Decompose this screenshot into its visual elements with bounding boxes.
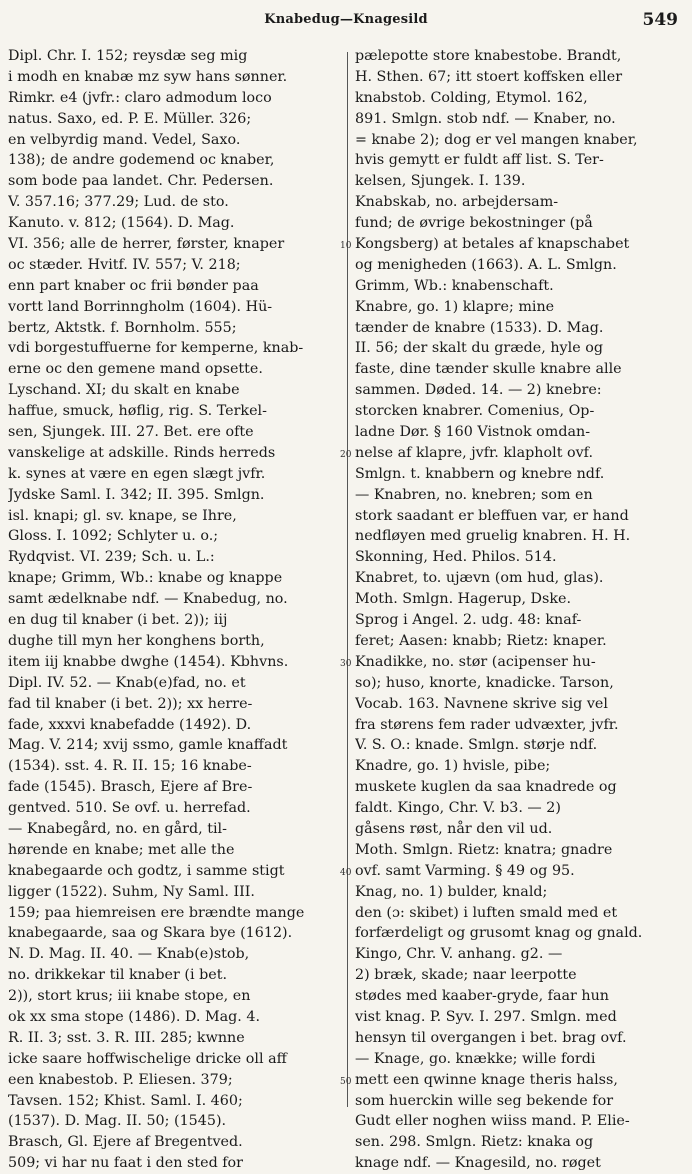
text-line: vist knag. P. Syv. I. 297. Smlgn. med <box>355 1008 617 1025</box>
text-line: Dipl. IV. 52. — Knab(e)fad, no. et <box>8 674 246 691</box>
text-line: hørende en knabe; met alle the <box>8 841 235 858</box>
text-line: knabstob. Colding, Etymol. 162, <box>355 89 588 106</box>
text-line: 2) bræk, skade; naar leerpotte <box>355 967 577 984</box>
text-line: (1534). sst. 4. R. II. 15; 16 knabe- <box>8 758 252 775</box>
text-line: knage ndf. — Knagesild, no. røget <box>355 1155 601 1172</box>
text-line: den (ɔ: skibet) i luften smald med et <box>355 904 618 921</box>
text-line: pælepotte store knabestobe. Brandt, <box>355 48 622 64</box>
page-number: 549 <box>642 10 678 30</box>
text-line: Knabret, to. ujævn (om hud, glas). <box>355 570 604 587</box>
text-line: Gloss. I. 1092; Schlyter u. o.; <box>8 528 219 545</box>
text-line: gentved. 510. Se ovf. u. herrefad. <box>8 800 251 817</box>
text-line: stødes med kaaber-gryde, faar hun <box>355 988 609 1005</box>
text-line: 159; paa hiemreisen ere brændte mange <box>8 904 305 921</box>
right-column <box>355 46 688 1174</box>
text-line: kelsen, Sjungek. I. 139. <box>355 173 526 190</box>
text-line: Kongsberg) at betales af knapschabet <box>355 236 630 253</box>
text-line: icke saare hoffwischelige dricke oll aff <box>8 1050 287 1067</box>
text-line: V. S. O.: knade. Smlgn. størje ndf. <box>355 737 598 754</box>
text-line: Brasch, Gl. Ejere af Bregentved. <box>8 1134 243 1151</box>
text-line: — Knabegård, no. en gård, til- <box>8 820 227 837</box>
page-header <box>0 8 692 38</box>
text-line: (1537). D. Mag. II. 50; (1545). <box>8 1113 227 1130</box>
line-number: 30 <box>340 659 352 670</box>
text-line: vanskelige at adskille. Rinds herreds <box>8 444 276 461</box>
text-line: ovf. samt Varming. § 49 og 95. <box>355 862 575 879</box>
text-line: Dipl. Chr. I. 152; reysdæ seg mig <box>8 48 248 64</box>
text-line: fund; de øvrige bekostninger (på <box>355 215 593 232</box>
text-line: fade, xxxvi knabefadde (1492). D. <box>8 716 252 733</box>
text-line: faldt. Kingo, Chr. V. b3. — 2) <box>355 800 561 817</box>
text-line: hensyn til overgangen i bet. brag ovf. <box>355 1029 627 1046</box>
text-line: N. D. Mag. II. 40. — Knab(e)stob, <box>8 946 250 963</box>
running-title: Knabedug—Knagesild <box>264 12 428 27</box>
text-line: 138); de andre godemend oc knaber, <box>8 152 275 169</box>
text-line: sen. 298. Smlgn. Rietz: knaka og <box>355 1134 594 1151</box>
text-line: V. 357.16; 377.29; Lud. de sto. <box>8 194 229 211</box>
text-line: Knag, no. 1) bulder, knald; <box>355 883 548 900</box>
text-line: Jydske Saml. I. 342; II. 395. Smlgn. <box>8 486 265 503</box>
text-line: mett een qwinne knage theris halss, <box>355 1071 618 1088</box>
text-line: no. drikkekar til knaber (i bet. <box>8 967 227 984</box>
text-line: forfærdeligt og grusomt knag og gnald. <box>355 925 643 942</box>
text-line: Vocab. 163. Navnene skrive sig vel <box>355 695 608 712</box>
text-line: knape; Grimm, Wb.: knabe og knappe <box>8 570 283 587</box>
text-line: Mag. V. 214; xvij ssmo, gamle knaffadt <box>8 737 288 754</box>
text-line: som bode paa landet. Chr. Pedersen. <box>8 173 274 190</box>
text-line: VI. 356; alle de herrer, førster, knaper <box>8 236 285 253</box>
line-number: 50 <box>340 1077 352 1088</box>
text-line: gåsens røst, når den vil ud. <box>355 820 553 837</box>
text-line: Rydqvist. VI. 239; Sch. u. L.: <box>8 549 215 566</box>
text-line: 2)), stort krus; iii knabe stope, en <box>8 988 251 1005</box>
text-line: R. II. 3; sst. 3. R. III. 285; kwnne <box>8 1029 245 1046</box>
text-line: oc stæder. Hvitf. IV. 557; V. 218; <box>8 256 241 273</box>
text-line: stork saadant er bleffuen var, er hand <box>355 507 629 524</box>
text-line: nedfløyen med gruelig knabren. H. H. <box>355 528 631 545</box>
text-line: Moth. Smlgn. Hagerup, Dske. <box>355 591 572 608</box>
text-line: ok xx sma stope (1486). D. Mag. 4. <box>8 1008 261 1025</box>
text-line: erne oc den gemene mand opsette. <box>8 361 263 378</box>
text-line: Gudt eller noghen wiiss mand. P. Elie- <box>355 1113 630 1130</box>
text-line: muskete kuglen da saa knadrede og <box>355 779 617 796</box>
text-line: — Knabren, no. knebren; som en <box>355 486 593 503</box>
text-line: tænder de knabre (1533). D. Mag. <box>355 319 604 336</box>
text-line: Skonning, Hed. Philos. 514. <box>355 549 557 566</box>
text-line: som huerckin wille seg bekende for <box>355 1092 614 1109</box>
text-line: — Knage, go. knække; wille fordi <box>355 1050 596 1067</box>
text-line: vortt land Borrinngholm (1604). Hü- <box>8 298 273 315</box>
column-divider <box>347 52 348 1107</box>
text-line: feret; Aasen: knabb; Rietz: knaper. <box>355 632 607 649</box>
text-line: dughe till myn her konghens borth, <box>8 632 265 649</box>
text-line: samt ædelknabe ndf. — Knabedug, no. <box>8 591 288 608</box>
text-line: en velbyrdig mand. Vedel, Saxo. <box>8 131 241 148</box>
text-line: Moth. Smlgn. Rietz: knatra; gnadre <box>355 841 613 858</box>
text-line: natus. Saxo, ed. P. E. Müller. 326; <box>8 110 252 127</box>
text-line: enn part knaber oc frii bønder paa <box>8 277 259 294</box>
text-line: II. 56; der skalt du græde, hyle og <box>355 340 603 357</box>
text-line: en dug til knaber (i bet. 2)); iij <box>8 612 228 629</box>
text-line: = knabe 2); dog er vel mangen knaber, <box>355 131 638 148</box>
text-line: 509; vi har nu faat i den sted for <box>8 1155 243 1172</box>
text-line: Lyschand. XI; du skalt en knabe <box>8 382 240 399</box>
text-line: item iij knabbe dwghe (1454). Kbhvns. <box>8 653 289 670</box>
text-line: knabegaarde, saa og Skara bye (1612). <box>8 925 293 942</box>
text-line: isl. knapi; gl. sv. knape, se Ihre, <box>8 507 237 524</box>
text-line: haffue, smuck, høflig, rig. S. Terkel- <box>8 403 267 420</box>
text-line: Tavsen. 152; Khist. Saml. I. 460; <box>8 1092 243 1109</box>
line-number: 20 <box>340 450 352 461</box>
text-line: Knabre, go. 1) klapre; mine <box>355 298 555 315</box>
text-line: ligger (1522). Suhm, Ny Saml. III. <box>8 883 255 900</box>
text-line: 891. Smlgn. stob ndf. — Knaber, no. <box>355 110 616 127</box>
text-line: storcken knabrer. Comenius, Op- <box>355 403 595 420</box>
text-line: Sprog i Angel. 2. udg. 48: knaf- <box>355 612 582 629</box>
text-line: fade (1545). Brasch, Ejere af Bre- <box>8 779 253 796</box>
text-line: H. Sthen. 67; itt stoert koffsken eller <box>355 68 623 85</box>
text-line: k. synes at være en egen slægt jvfr. <box>8 465 266 482</box>
text-line: Smlgn. t. knabbern og knebre ndf. <box>355 465 605 482</box>
line-number: 10 <box>340 241 352 252</box>
text-line: een knabestob. P. Eliesen. 379; <box>8 1071 233 1088</box>
text-line: Grimm, Wb.: knabenschaft. <box>355 277 554 294</box>
text-line: Kingo, Chr. V. anhang. g2. — <box>355 946 563 963</box>
text-line: Knadre, go. 1) hvisle, pibe; <box>355 758 551 775</box>
text-line: Knabskab, no. arbejdersam- <box>355 194 559 211</box>
text-line: so); huso, knorte, knadicke. Tarson, <box>355 674 614 691</box>
text-line: Rimkr. e4 (jvfr.: claro admodum loco <box>8 89 272 106</box>
text-line: fad til knaber (i bet. 2)); xx herre- <box>8 695 253 712</box>
line-number: 40 <box>340 868 352 879</box>
left-column <box>8 46 344 1174</box>
text-line: Knadikke, no. stør (acipenser hu- <box>355 653 596 670</box>
text-line: og menigheden (1663). A. L. Smlgn. <box>355 256 617 273</box>
text-line: nelse af klapre, jvfr. klapholt ovf. <box>355 444 593 461</box>
text-line: bertz, Aktstk. f. Bornholm. 555; <box>8 319 237 336</box>
text-line: faste, dine tænder skulle knabre alle <box>355 361 622 378</box>
text-line: i modh en knabæ mz syw hans sønner. <box>8 68 288 85</box>
text-line: hvis gemytt er fuldt aff list. S. Ter- <box>355 152 604 169</box>
text-line: knabegaarde och godtz, i samme stigt <box>8 862 285 879</box>
text-line: sen, Sjungek. III. 27. Bet. ere ofte <box>8 424 254 441</box>
text-line: fra størens fem rader udvæxter, jvfr. <box>355 716 619 733</box>
text-line: vdi borgestuffuerne for kemperne, knab- <box>8 340 304 357</box>
text-line: Kanuto. v. 812; (1564). D. Mag. <box>8 215 235 232</box>
text-line: ladne Dør. § 160 Vistnok omdan- <box>355 424 591 441</box>
text-line: sammen. Døded. 14. — 2) knebre: <box>355 382 602 399</box>
